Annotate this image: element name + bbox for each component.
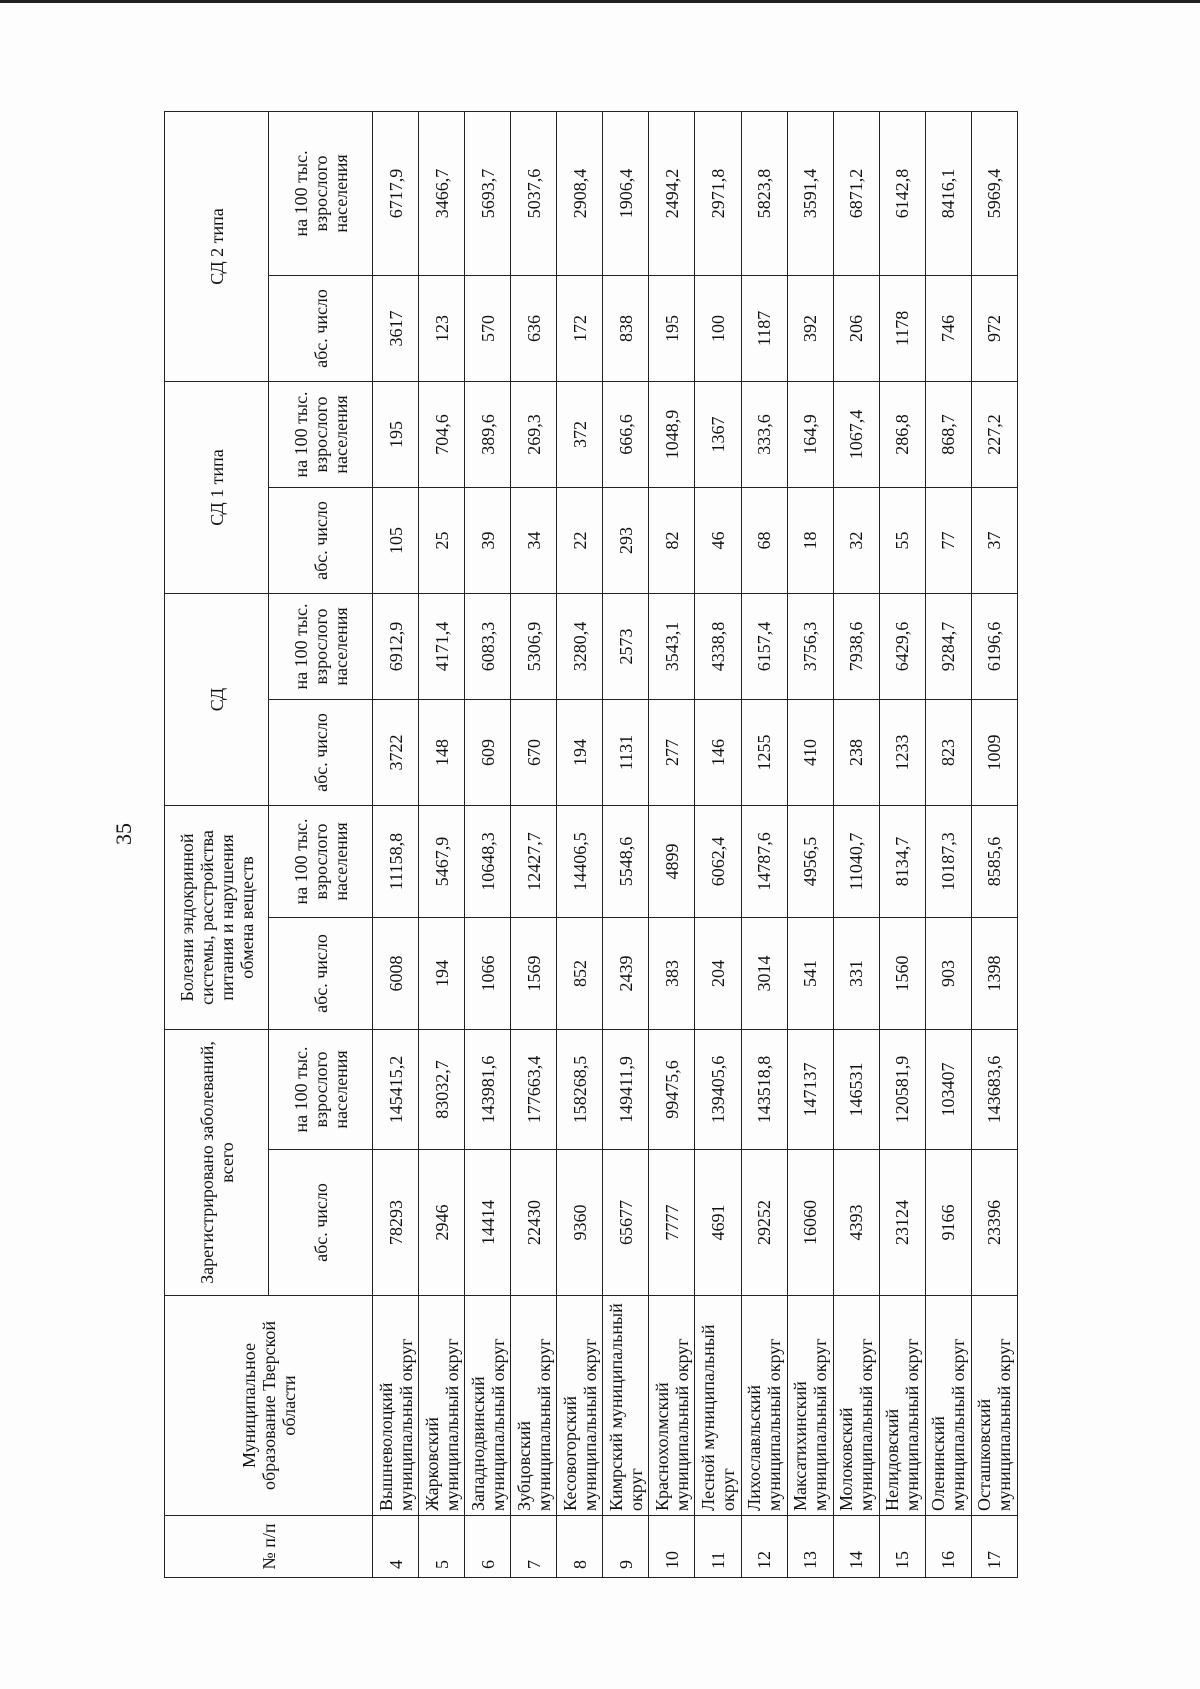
cell-name: Молоковский муниципальный округ [833, 1296, 879, 1516]
subheader-rate: на 100 тыс. взрослого населения [269, 593, 373, 699]
cell-reg-abs: 65677 [603, 1150, 649, 1296]
cell-end-abs: 194 [419, 918, 465, 1030]
cell-n: 10 [649, 1516, 695, 1578]
cell-sd2-rate: 5693,7 [465, 111, 511, 275]
cell-sd-rate: 4338,8 [695, 593, 741, 699]
cell-end-rate: 8585,6 [971, 806, 1017, 918]
cell-sd1-abs: 55 [879, 487, 925, 593]
cell-reg-rate: 143981,6 [465, 1030, 511, 1150]
cell-sd1-rate: 372 [557, 381, 603, 487]
table-row [649, 111, 695, 1577]
cell-name: Осташковский муниципальный округ [971, 1296, 1017, 1516]
cell-n: 15 [879, 1516, 925, 1578]
cell-sd2-abs: 1187 [741, 275, 787, 381]
cell-reg-abs: 9166 [925, 1150, 971, 1296]
cell-sd-rate: 6083,3 [465, 593, 511, 699]
cell-sd2-rate: 2971,8 [695, 111, 741, 275]
cell-end-rate: 4899 [649, 806, 695, 918]
cell-sd1-abs: 22 [557, 487, 603, 593]
cell-sd-abs: 1009 [971, 700, 1017, 806]
cell-reg-rate: 99475,6 [649, 1030, 695, 1150]
cell-sd2-rate: 6717,9 [373, 111, 419, 275]
cell-reg-abs: 29252 [741, 1150, 787, 1296]
cell-reg-rate: 143518,8 [741, 1030, 787, 1150]
cell-end-rate: 11158,8 [373, 806, 419, 918]
cell-n: 17 [971, 1516, 1017, 1578]
cell-sd-rate: 9284,7 [925, 593, 971, 699]
cell-sd2-rate: 6142,8 [879, 111, 925, 275]
cell-name: Максатихинский муниципальный округ [787, 1296, 833, 1516]
cell-sd2-abs: 123 [419, 275, 465, 381]
cell-name: Кимрский муниципальный округ [603, 1296, 649, 1516]
cell-sd2-abs: 636 [511, 275, 557, 381]
cell-sd2-rate: 2494,2 [649, 111, 695, 275]
cell-sd2-rate: 2908,4 [557, 111, 603, 275]
cell-sd-rate: 3543,1 [649, 593, 695, 699]
cell-end-abs: 1398 [971, 918, 1017, 1030]
cell-reg-abs: 7777 [649, 1150, 695, 1296]
cell-sd2-abs: 3617 [373, 275, 419, 381]
cell-sd1-rate: 1067,4 [833, 381, 879, 487]
cell-sd1-abs: 37 [971, 487, 1017, 593]
cell-sd-abs: 3722 [373, 700, 419, 806]
cell-reg-abs: 14414 [465, 1150, 511, 1296]
table-row [557, 111, 603, 1577]
cell-n: 6 [465, 1516, 511, 1578]
header-sd2: СД 2 типа [165, 111, 269, 381]
cell-sd2-rate: 3466,7 [419, 111, 465, 275]
cell-sd1-rate: 286,8 [879, 381, 925, 487]
cell-sd-rate: 5306,9 [511, 593, 557, 699]
subheader-rate: на 100 тыс. взрослого населения [269, 1030, 373, 1150]
cell-sd-rate: 2573 [603, 593, 649, 699]
table-container [164, 112, 1018, 1578]
cell-sd1-abs: 46 [695, 487, 741, 593]
cell-sd2-rate: 3591,4 [787, 111, 833, 275]
cell-sd1-rate: 195 [373, 381, 419, 487]
header-sd: СД [165, 593, 269, 805]
cell-sd1-abs: 34 [511, 487, 557, 593]
cell-sd-rate: 6912,9 [373, 593, 419, 699]
cell-reg-abs: 4691 [695, 1150, 741, 1296]
table-row [465, 111, 511, 1577]
cell-reg-abs: 78293 [373, 1150, 419, 1296]
table-row [695, 111, 741, 1577]
cell-end-abs: 6008 [373, 918, 419, 1030]
table-row [833, 111, 879, 1577]
table-row [741, 111, 787, 1577]
table-row [971, 111, 1017, 1577]
cell-sd1-abs: 25 [419, 487, 465, 593]
cell-sd-abs: 823 [925, 700, 971, 806]
table-row [419, 111, 465, 1577]
cell-end-abs: 2439 [603, 918, 649, 1030]
cell-end-abs: 204 [695, 918, 741, 1030]
cell-name: Оленинский муниципальный округ [925, 1296, 971, 1516]
cell-sd1-rate: 389,6 [465, 381, 511, 487]
cell-sd1-rate: 704,6 [419, 381, 465, 487]
cell-reg-abs: 22430 [511, 1150, 557, 1296]
subheader-rate: на 100 тыс. взрослого населения [269, 381, 373, 487]
cell-sd1-abs: 39 [465, 487, 511, 593]
cell-sd1-abs: 105 [373, 487, 419, 593]
cell-sd1-abs: 68 [741, 487, 787, 593]
cell-sd2-rate: 5969,4 [971, 111, 1017, 275]
cell-reg-rate: 158268,5 [557, 1030, 603, 1150]
cell-reg-rate: 177663,4 [511, 1030, 557, 1150]
cell-sd-abs: 1255 [741, 700, 787, 806]
cell-sd1-rate: 164,9 [787, 381, 833, 487]
cell-end-abs: 383 [649, 918, 695, 1030]
cell-name: Нелидовский муниципальный округ [879, 1296, 925, 1516]
cell-end-abs: 541 [787, 918, 833, 1030]
table-row [603, 111, 649, 1577]
subheader-abs: абс. число [269, 487, 373, 593]
cell-sd-rate: 7938,6 [833, 593, 879, 699]
cell-n: 7 [511, 1516, 557, 1578]
cell-end-abs: 331 [833, 918, 879, 1030]
subheader-abs: абс. число [269, 918, 373, 1030]
cell-sd2-rate: 5823,8 [741, 111, 787, 275]
cell-sd2-abs: 195 [649, 275, 695, 381]
header-num: № п/п [165, 1516, 373, 1578]
cell-name: Лихославльский муниципальный округ [741, 1296, 787, 1516]
cell-sd2-abs: 172 [557, 275, 603, 381]
header-registered: Зарегистрировано заболеваний, всего [165, 1030, 269, 1296]
cell-reg-rate: 149411,9 [603, 1030, 649, 1150]
table-body [373, 111, 1018, 1577]
cell-n: 12 [741, 1516, 787, 1578]
subheader-abs: абс. число [269, 275, 373, 381]
cell-name: Зубцовский муниципальный округ [511, 1296, 557, 1516]
cell-n: 8 [557, 1516, 603, 1578]
header-endocrine: Болезни эндокринной системы, расстройства питания и нарушения обмена веществ [165, 806, 269, 1030]
cell-reg-rate: 147137 [787, 1030, 833, 1150]
cell-sd2-abs: 206 [833, 275, 879, 381]
cell-reg-abs: 9360 [557, 1150, 603, 1296]
cell-sd-rate: 4171,4 [419, 593, 465, 699]
cell-reg-rate: 143683,6 [971, 1030, 1017, 1150]
cell-name: Краснохолмский муниципальный округ [649, 1296, 695, 1516]
cell-sd2-rate: 1906,4 [603, 111, 649, 275]
cell-sd2-rate: 6871,2 [833, 111, 879, 275]
cell-reg-abs: 23396 [971, 1150, 1017, 1296]
table-row [511, 111, 557, 1577]
cell-n: 4 [373, 1516, 419, 1578]
cell-sd2-abs: 392 [787, 275, 833, 381]
cell-sd1-abs: 293 [603, 487, 649, 593]
cell-end-rate: 11040,7 [833, 806, 879, 918]
cell-end-abs: 1066 [465, 918, 511, 1030]
cell-sd1-abs: 82 [649, 487, 695, 593]
cell-sd1-abs: 77 [925, 487, 971, 593]
cell-sd1-rate: 868,7 [925, 381, 971, 487]
cell-reg-rate: 145415,2 [373, 1030, 419, 1150]
cell-end-abs: 852 [557, 918, 603, 1030]
cell-n: 9 [603, 1516, 649, 1578]
cell-sd-abs: 1131 [603, 700, 649, 806]
cell-sd1-abs: 18 [787, 487, 833, 593]
cell-n: 13 [787, 1516, 833, 1578]
cell-sd2-abs: 838 [603, 275, 649, 381]
cell-sd1-rate: 269,3 [511, 381, 557, 487]
cell-end-abs: 3014 [741, 918, 787, 1030]
cell-end-rate: 14787,6 [741, 806, 787, 918]
table-row [925, 111, 971, 1577]
subheader-abs: абс. число [269, 700, 373, 806]
cell-reg-rate: 103407 [925, 1030, 971, 1150]
subheader-abs: абс. число [269, 1150, 373, 1296]
cell-sd-abs: 238 [833, 700, 879, 806]
table-row [879, 111, 925, 1577]
cell-name: Вышневолоцкий муниципальный округ [373, 1296, 419, 1516]
table-row [787, 111, 833, 1577]
cell-reg-rate: 146531 [833, 1030, 879, 1150]
cell-reg-abs: 4393 [833, 1150, 879, 1296]
cell-n: 16 [925, 1516, 971, 1578]
cell-sd-abs: 609 [465, 700, 511, 806]
cell-sd1-rate: 666,6 [603, 381, 649, 487]
cell-sd2-abs: 100 [695, 275, 741, 381]
cell-sd-abs: 148 [419, 700, 465, 806]
cell-name: Лесной муниципальный округ [695, 1296, 741, 1516]
cell-name: Западнодвинский муниципальный округ [465, 1296, 511, 1516]
scan-edge [0, 0, 1200, 3]
cell-sd2-abs: 570 [465, 275, 511, 381]
cell-n: 14 [833, 1516, 879, 1578]
cell-end-rate: 12427,7 [511, 806, 557, 918]
cell-end-abs: 1569 [511, 918, 557, 1030]
cell-end-rate: 5548,6 [603, 806, 649, 918]
cell-reg-rate: 83032,7 [419, 1030, 465, 1150]
cell-sd1-rate: 227,2 [971, 381, 1017, 487]
cell-end-rate: 10187,3 [925, 806, 971, 918]
cell-end-rate: 5467,9 [419, 806, 465, 918]
cell-end-rate: 6062,4 [695, 806, 741, 918]
cell-end-rate: 14406,5 [557, 806, 603, 918]
cell-end-abs: 903 [925, 918, 971, 1030]
cell-sd-rate: 3756,3 [787, 593, 833, 699]
cell-sd-abs: 670 [511, 700, 557, 806]
cell-sd-rate: 6429,6 [879, 593, 925, 699]
cell-sd1-rate: 333,6 [741, 381, 787, 487]
subheader-rate: на 100 тыс. взрослого населения [269, 111, 373, 275]
cell-reg-abs: 16060 [787, 1150, 833, 1296]
cell-end-abs: 1560 [879, 918, 925, 1030]
cell-sd-abs: 410 [787, 700, 833, 806]
cell-sd-abs: 277 [649, 700, 695, 806]
cell-sd-rate: 6157,4 [741, 593, 787, 699]
cell-sd2-abs: 1178 [879, 275, 925, 381]
cell-end-rate: 4956,5 [787, 806, 833, 918]
header-sd1: СД 1 типа [165, 381, 269, 593]
cell-sd1-abs: 32 [833, 487, 879, 593]
cell-sd2-abs: 972 [971, 275, 1017, 381]
cell-reg-abs: 23124 [879, 1150, 925, 1296]
cell-reg-rate: 120581,9 [879, 1030, 925, 1150]
table-row [373, 111, 419, 1577]
cell-sd-rate: 3280,4 [557, 593, 603, 699]
cell-n: 5 [419, 1516, 465, 1578]
cell-sd2-rate: 8416,1 [925, 111, 971, 275]
cell-sd2-abs: 746 [925, 275, 971, 381]
cell-end-rate: 8134,7 [879, 806, 925, 918]
cell-name: Жарковский муниципальный округ [419, 1296, 465, 1516]
cell-sd1-rate: 1367 [695, 381, 741, 487]
cell-end-rate: 10648,3 [465, 806, 511, 918]
cell-sd2-rate: 5037,6 [511, 111, 557, 275]
cell-sd-abs: 1233 [879, 700, 925, 806]
header-municipality: Муниципальное образование Тверской области [165, 1296, 373, 1516]
cell-sd1-rate: 1048,9 [649, 381, 695, 487]
cell-sd-rate: 6196,6 [971, 593, 1017, 699]
cell-sd-abs: 194 [557, 700, 603, 806]
cell-reg-rate: 139405,6 [695, 1030, 741, 1150]
subheader-rate: на 100 тыс. взрослого населения [269, 806, 373, 918]
cell-n: 11 [695, 1516, 741, 1578]
page-number: 35 [111, 823, 136, 845]
cell-reg-abs: 2946 [419, 1150, 465, 1296]
statistics-table [164, 111, 1018, 1578]
cell-name: Кесовогорский муниципальный округ [557, 1296, 603, 1516]
cell-sd-abs: 146 [695, 700, 741, 806]
